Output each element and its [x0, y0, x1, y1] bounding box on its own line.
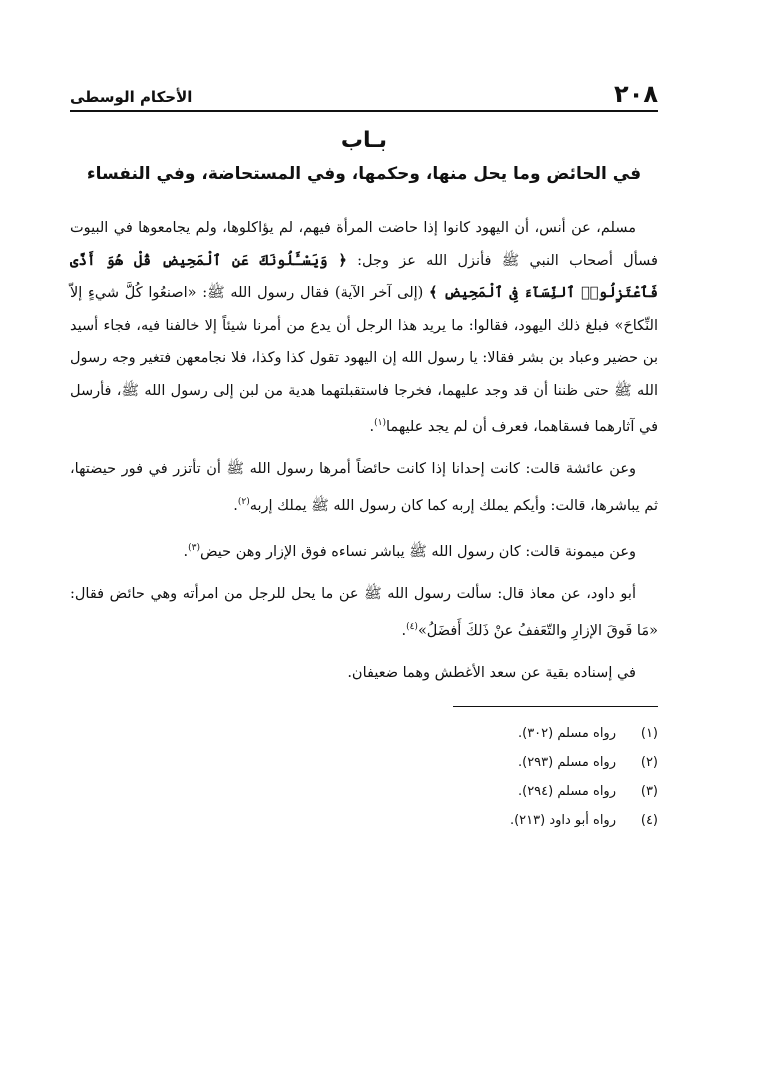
paragraph-end: . [233, 497, 238, 514]
paragraph-end: . [401, 622, 407, 639]
page-number: ٢٠٨ [614, 80, 658, 108]
chapter-heading [70, 124, 658, 190]
paragraph-text: وعن ميمونة قالت: كان رسول الله ﷺ يباشر نساءه فوق الإزار وهن حيض [200, 543, 636, 560]
paragraph-text-cont: (إلى آخر الآية) فقال رسول الله ﷺ: «اصنعُوا كُلَّ شيءٍ إلاّ النِّكاحَ» فبلغ ذلك اليهود، فقالوا: ما يريد هذا الرجل أن يدع من أمرنا شيئاً إلا خالفنا فيه، فجاء أسيد بن حضير وعباد بن بشر فقالا: يا رسول الله إن اليهود تقول كذا وكذا، فلا نجامعهن فتغير وجه رسول الله ﷺ حتى ظننا أن قد وجد عليهما، فخرجا فاستقبلتهما هدية من لبن إلى رسول الله ﷺ، فأرسل في آثارهما فسقاهما، فعرف أن لم يجد عليهما [70, 285, 658, 435]
hadith-paragraph [70, 212, 658, 443]
footnote-text: رواه مسلم (٢٩٣). [517, 754, 616, 770]
running-title: الأحكام الوسطى [70, 88, 193, 106]
footnote-number: (١) [640, 725, 658, 741]
footnotes [70, 719, 658, 835]
footnote-number: (٢) [640, 754, 658, 770]
footnote-ref: (١) [374, 418, 387, 428]
footnote-ref: (٢) [237, 496, 250, 507]
footnote [70, 777, 658, 806]
hadith-paragraph [70, 578, 658, 647]
footnote-separator [453, 706, 658, 707]
footnote-text: رواه مسلم (٢٩٤). [517, 783, 616, 799]
isnad-note: في إسناده بقية عن سعد الأغطش وهما ضعيفان. [347, 665, 636, 682]
quran-verse: ﴿ وَيَسْـَٔلُونَكَ عَنِ ٱلْمَحِيضِ قُلْ هُوَ أَذًى فَٱعْتَزِلُوا۟ ٱلنِّسَآءَ فِى ٱلْمَحِيضِ ﴾ [70, 251, 658, 301]
page-header [70, 70, 658, 112]
footnote-text: رواه أبو داود (٢١٣). [509, 812, 616, 828]
footnote-text: رواه مسلم (٣٠٢). [517, 725, 616, 741]
footnote-ref: (٤) [406, 621, 418, 632]
paragraph-text: أبو داود، عن معاذ قال: سألت رسول الله ﷺ عن ما يحل للرجل من امرأته وهي حائض فقال: «مَا فَوقَ الإزارِ والتّعَففُ عنْ ذَلكَ أَفضَلُ» [70, 586, 658, 639]
book-page [70, 70, 658, 1045]
footnote [70, 719, 658, 748]
hadith-paragraph [70, 453, 658, 522]
chapter-title: في الحائض وما يحل منها، وحكمها، وفي المستحاضة، وفي النفساء [86, 164, 642, 184]
footnote-ref: (٣) [188, 543, 201, 554]
chapter-word: بـاب [340, 128, 388, 153]
body-text [70, 212, 658, 690]
paragraph-end: . [369, 418, 375, 435]
paragraph-text: وعن عائشة قالت: كانت إحدانا إذا كانت حائضاً أمرها رسول الله ﷺ أن تأتزر في فور حيضتها، ثم يباشرها، قالت: وأيكم يملك إربه كما كان رسول الله ﷺ يملك إربه [70, 461, 658, 514]
hadith-paragraph [70, 532, 658, 568]
footnote-number: (٣) [640, 783, 658, 799]
footnote-number: (٤) [640, 812, 658, 828]
paragraph-text: مسلم، عن أنس، أن اليهود كانوا إذا حاضت المرأة فيهم، لم يؤاكلوها، ولم يجامعوها في البيوت فسأل أصحاب النبي ﷺ فأنزل الله عز وجل: [70, 220, 658, 269]
paragraph-end: . [183, 543, 189, 560]
footnote [70, 806, 658, 835]
footnote [70, 748, 658, 777]
